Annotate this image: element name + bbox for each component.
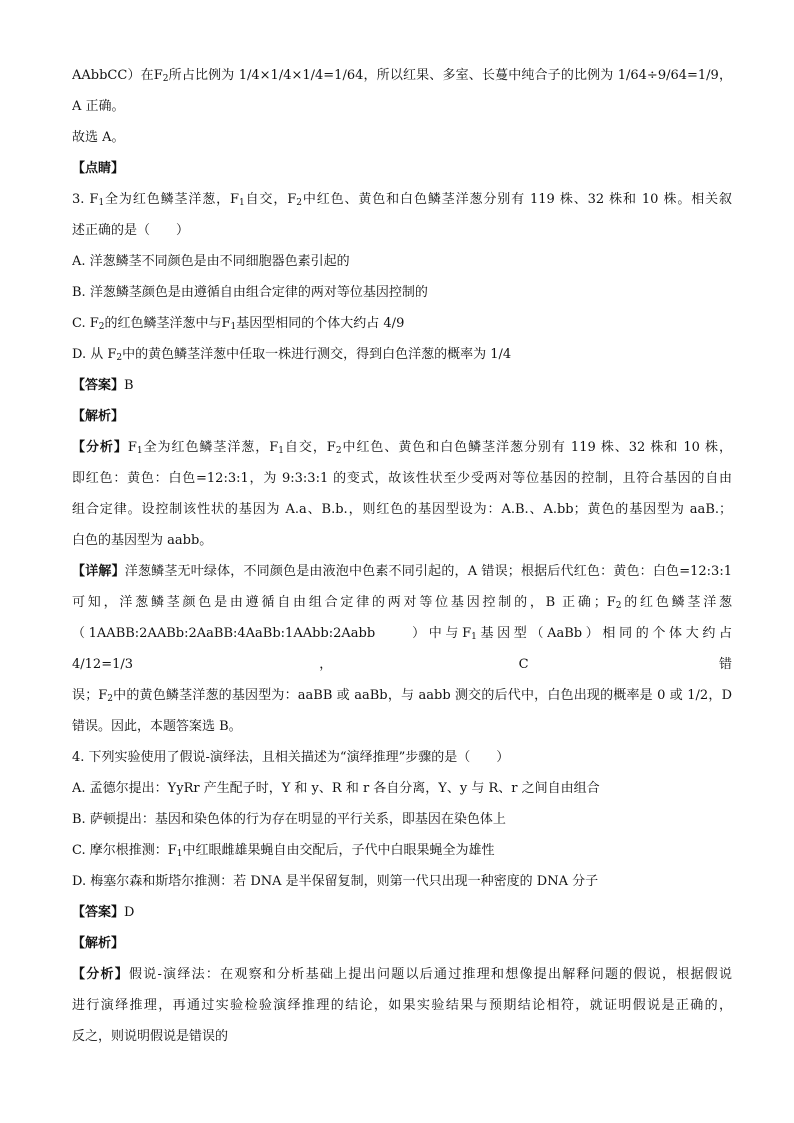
text-line: 【解析】 <box>72 409 125 424</box>
text-line: 错误。因此，本题答案选 B。 <box>72 719 242 734</box>
text-line: 【答案】B <box>72 378 134 393</box>
text-line: 可知，洋葱鳞茎颜色是由遵循自由组合定律的两对等位基因控制的，B 正确；$F_2$的红色鳞茎洋葱 <box>72 595 732 611</box>
text-line: B. 洋葱鳞茎颜色是由遵循自由组合定律的两对等位基因控制的 <box>72 285 428 300</box>
text-line: 【解析】 <box>72 936 125 951</box>
text-line: 【详解】洋葱鳞茎无叶绿体，不同颜色是由液泡中色素不同引起的，A 错误；根据后代红色：黄色：白色=12:3:1 <box>72 564 732 579</box>
text-line: 组合定律。设控制该性状的基因为 A.a、B.b.，则红色的基因型设为：A.B.、A.bb；黄色的基因型为 aaB.； <box>72 502 732 517</box>
text-line: 【分析】假说-演绎法：在观察和分析基础上提出问题以后通过推理和想像提出解释问题的假说，根据假说 <box>72 967 732 982</box>
text-line: 反之，则说明假说是错误的 <box>72 1029 229 1044</box>
text-line: A. 孟德尔提出：YyRr 产生配子时，Y 和 y、R 和 r 各自分离，Y、y 与 R、r 之间自由组合 <box>72 781 600 796</box>
document-body <box>72 60 732 1052</box>
text-line: A 正确。 <box>72 99 125 114</box>
text-line: A. 洋葱鳞茎不同颜色是由不同细胞器色素引起的 <box>72 254 350 269</box>
text-line: AAbbCC）在$F_2$所占比例为 1/4×1/4×1/4=1/64，所以红果、多室、长蔓中纯合子的比例为 1/64÷9/64=1/9， <box>72 68 732 84</box>
text-line: C. $F_2$的红色鳞茎洋葱中与$F_1$基因型相同的个体大约占 4/9 <box>72 316 405 332</box>
text-line: 误；$F_2$中的黄色鳞茎洋葱的基因型为：aaBB 或 aaBb，与 aabb 测交的后代中，白色出现的概率是 0 或 1/2，D <box>72 688 732 704</box>
text-line: 白色的基因型为 aabb。 <box>72 533 213 548</box>
text-line: （1AABB:2AABb:2AaBB:4AaBb:1AAbb:2Aabb ）中与$F_1$基因型（AaBb）相同的个体大约占 4/12=1/3，C 错 <box>72 626 732 672</box>
text-line: 3. $F_1$全为红色鳞茎洋葱，$F_1$自交，$F_2$中红色、黄色和白色鳞茎洋葱分别有 119 株、32 株和 10 株。相关叙 <box>72 192 732 208</box>
text-line: 述正确的是（ ） <box>72 223 190 238</box>
text-line: D. 从 $F_2$中的黄色鳞茎洋葱中任取一株进行测交，得到白色洋葱的概率为 1/4 <box>72 347 512 363</box>
text-line: 【答案】D <box>72 905 135 920</box>
text-line: D. 梅塞尔森和斯塔尔推测：若 DNA 是半保留复制，则第一代只出现一种密度的 DNA 分子 <box>72 874 599 889</box>
text-line: 进行演绎推理，再通过实验检验演绎推理的结论，如果实验结果与预期结论相符，就证明假说是正确的， <box>72 998 732 1013</box>
text-line: C. 摩尔根推测：$F_1$中红眼雌雄果蝇自由交配后，子代中白眼果蝇全为雄性 <box>72 843 495 859</box>
text-line: 【点睛】 <box>72 161 125 176</box>
text-line: 4. 下列实验使用了假说-演绎法，且相关描述为“演绎推理”步骤的是（ ） <box>72 750 510 765</box>
text-line: 【分析】$F_1$全为红色鳞茎洋葱，$F_1$自交，$F_2$中红色、黄色和白色鳞茎洋葱分别有 119 株、32 株和 10 株， <box>72 440 732 456</box>
text-line: 即红色：黄色：白色=12:3:1，为 9:3:3:1 的变式，故该性状至少受两对等位基因的控制，且符合基因的自由 <box>72 471 732 486</box>
text-line: 故选 A。 <box>72 130 125 145</box>
text-line: B. 萨顿提出：基因和染色体的行为存在明显的平行关系，即基因在染色体上 <box>72 812 506 827</box>
